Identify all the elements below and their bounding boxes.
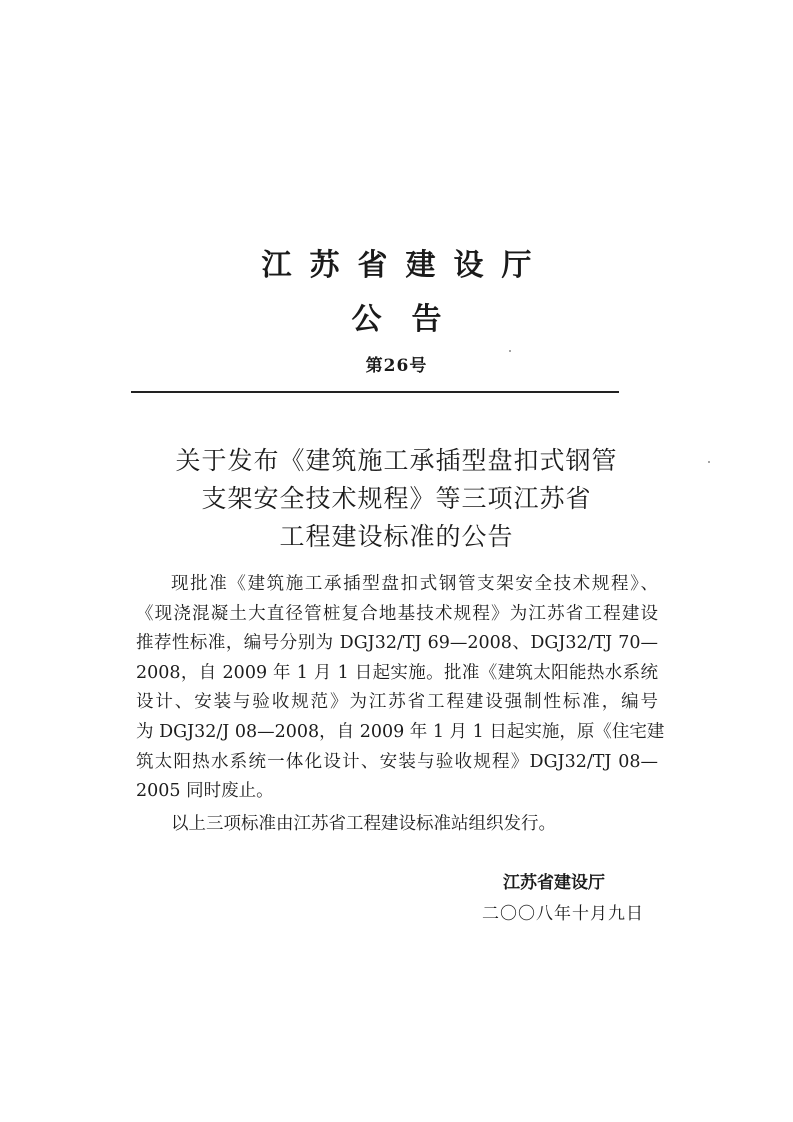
scan-speck xyxy=(509,350,511,352)
headline-line: 关于发布《建筑施工承插型盘扣式钢管 xyxy=(175,446,618,475)
headline-line: 支架安全技术规程》等三项江苏省 xyxy=(201,484,592,513)
signature-authority: 江苏省建设厅 xyxy=(503,873,605,893)
body-line: 推荐性标准，编号分别为 DGJ32/TJ 69—2008、DGJ32/TJ 70— xyxy=(136,633,658,654)
body-line: 2005 同时废止。 xyxy=(136,781,274,802)
body-line: 2008，自 2009 年 1 月 1 日起实施。批准《建筑太阳能热水系统 xyxy=(136,662,658,683)
scan-speck xyxy=(708,461,710,463)
announcement-body xyxy=(136,570,665,807)
body-line: 为 DGJ32/J 08—2008，自 2009 年 1 月 1 日起实施，原《住宅建 xyxy=(136,721,665,742)
body-line: 筑太阳热水系统一体化设计、安装与验收规程》DGJ32/TJ 08— xyxy=(136,751,658,772)
signature-date: 二〇〇八年十月九日 xyxy=(482,904,644,924)
headline-line: 工程建设标准的公告 xyxy=(279,522,514,551)
document-number: 第26号 xyxy=(365,356,428,376)
body-line: 现批准《建筑施工承插型盘扣式钢管支架安全技术规程》、 xyxy=(171,574,658,594)
announcement-headline xyxy=(0,442,793,556)
issuing-authority-title: 江苏省建设厅 xyxy=(261,248,550,283)
closing-paragraph: 以上三项标准由江苏省工程建设标准站组织发行。 xyxy=(171,814,556,834)
header-divider xyxy=(131,391,619,393)
body-line: 设计、安装与验收规范》为江苏省工程建设强制性标准，编号 xyxy=(136,692,658,713)
document-type-heading: 公告 xyxy=(351,302,472,337)
body-line: 《现浇混凝土大直径管桩复合地基技术规程》为江苏省工程建设 xyxy=(136,603,658,624)
